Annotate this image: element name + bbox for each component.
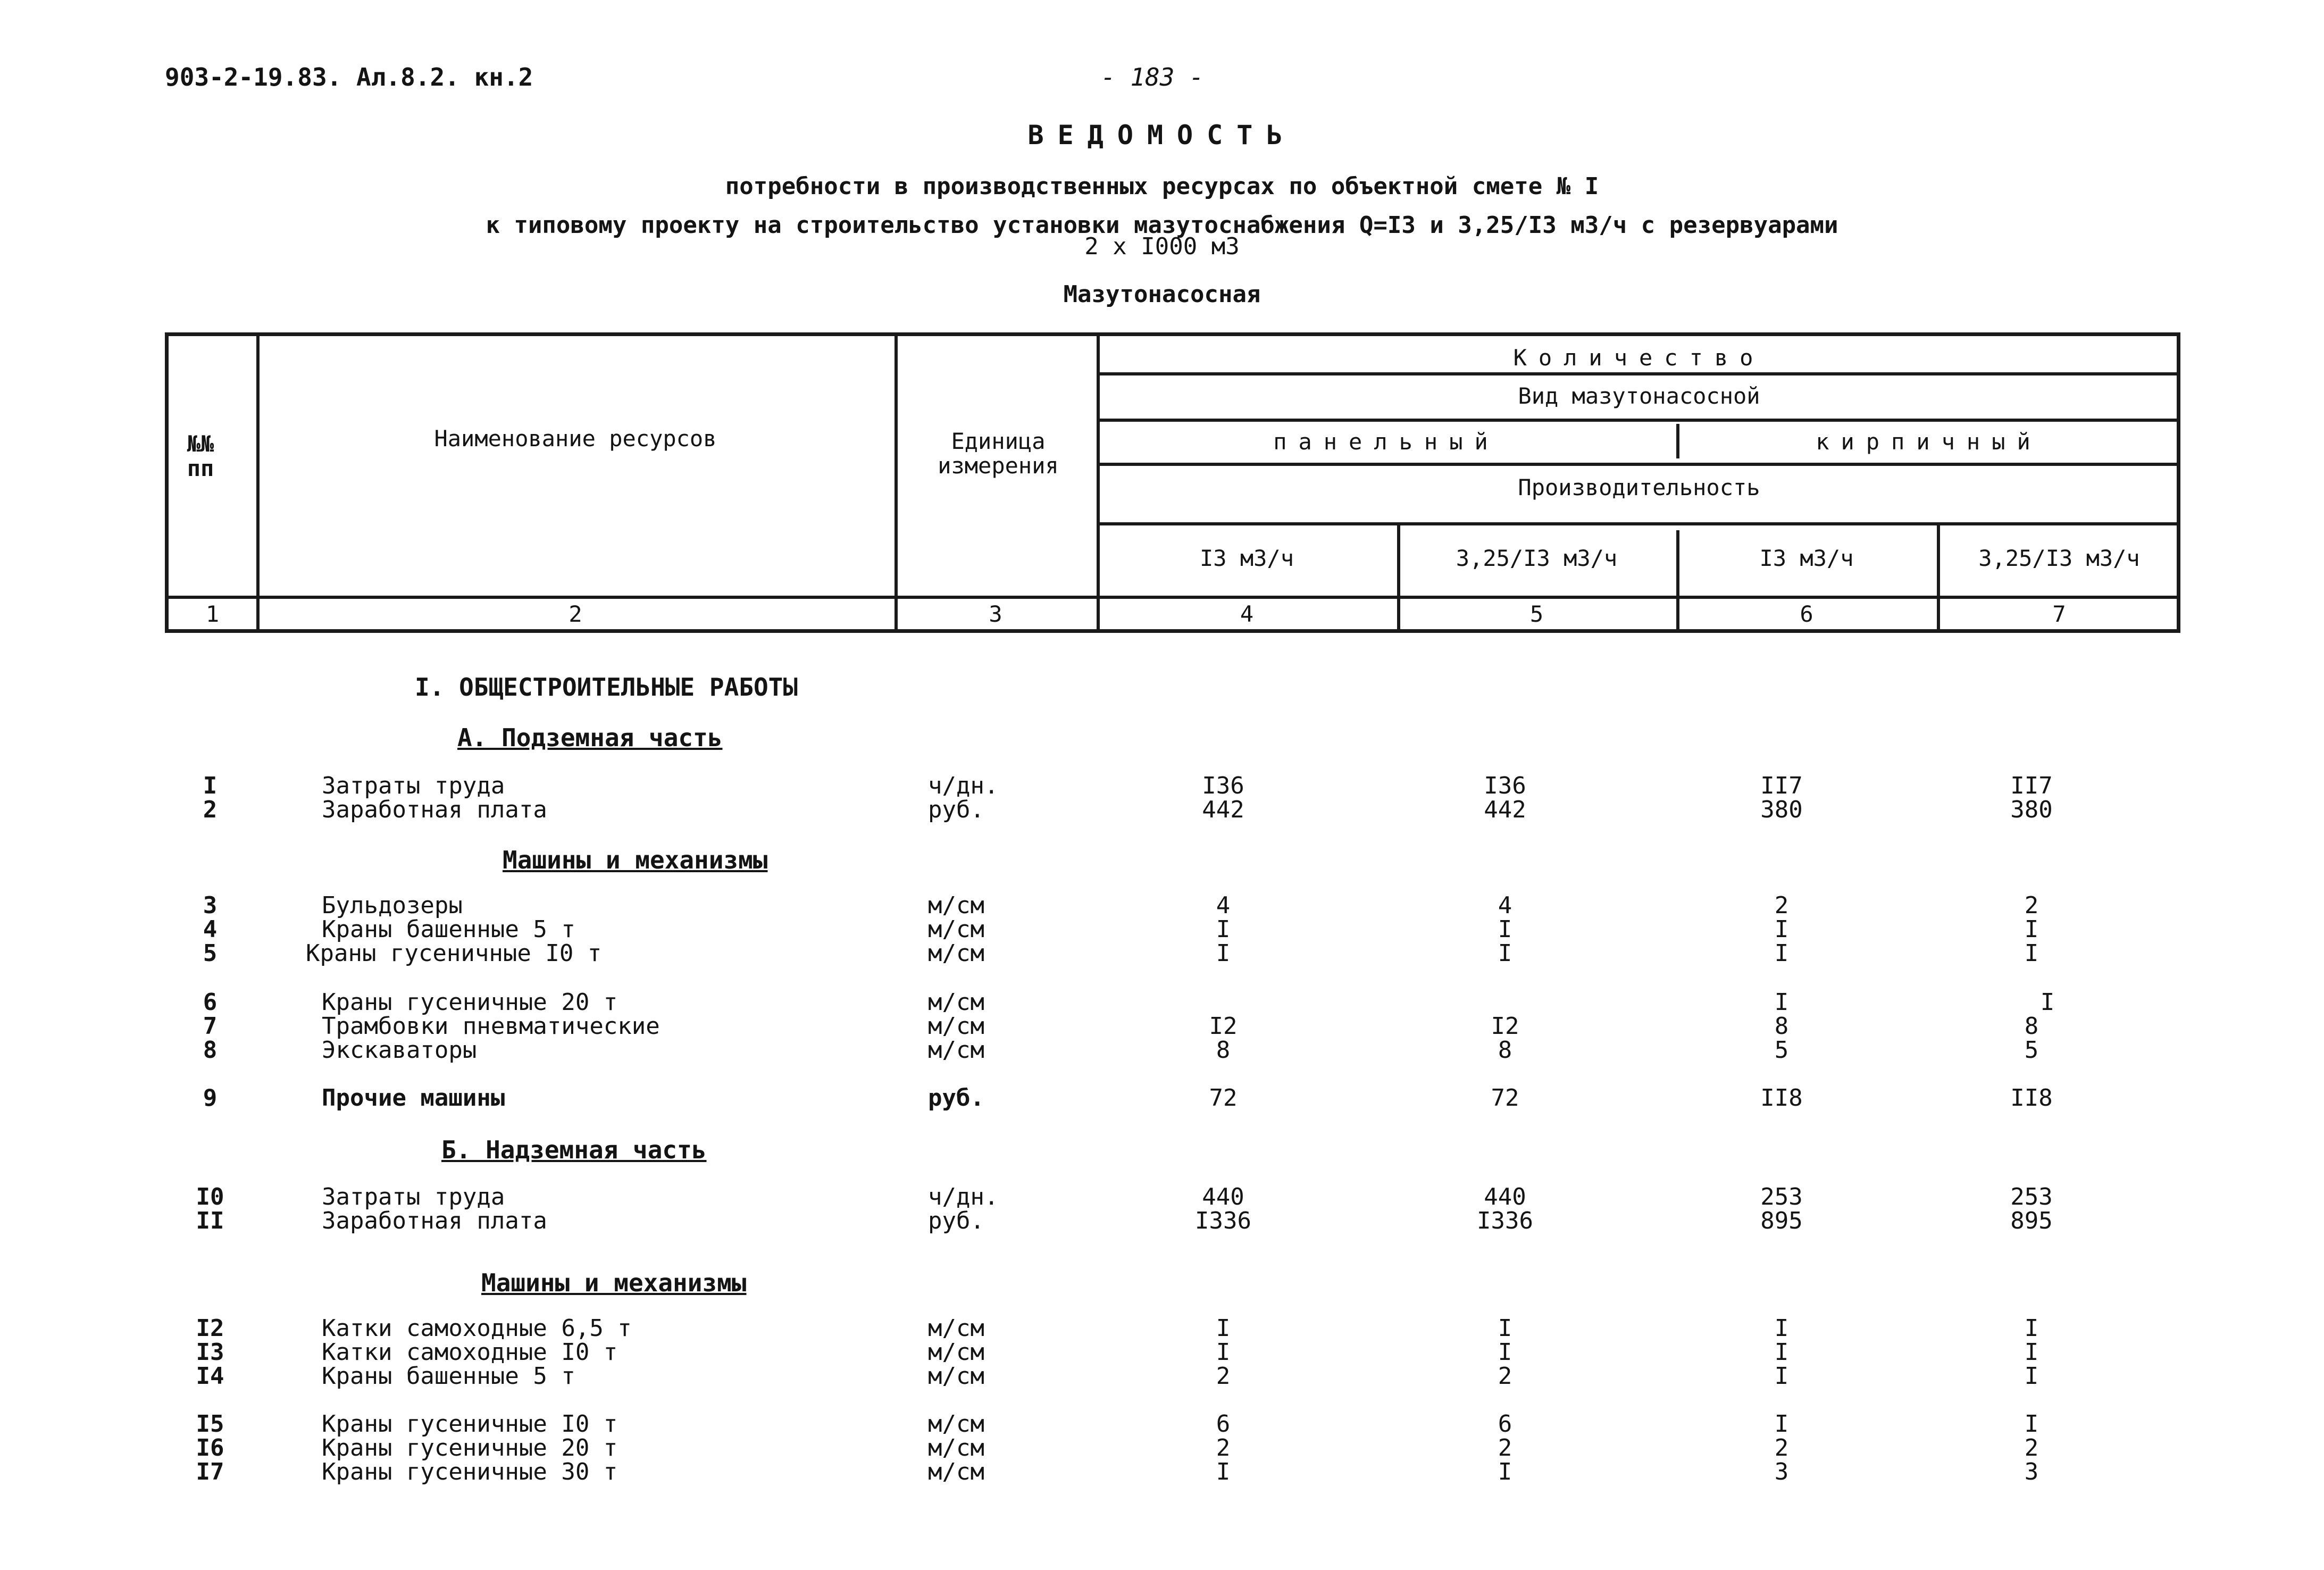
row-value: I — [1774, 1315, 1789, 1342]
row-number: 8 — [203, 1037, 218, 1064]
row-name: Краны гусеничные 20 т — [322, 1434, 618, 1462]
row-value: 3 — [2024, 1458, 2039, 1485]
row-value: 4 — [1216, 892, 1231, 919]
row-value: 2 — [1498, 1363, 1512, 1390]
row-unit: м/см — [928, 916, 984, 943]
row-number: 9 — [203, 1084, 218, 1112]
row-number: II — [196, 1207, 224, 1234]
col-header-unit: Единица измерения — [938, 428, 1059, 479]
row-number: 7 — [203, 1013, 218, 1040]
col-header-no: №№ пп — [187, 431, 214, 481]
document-code: 903-2-19.83. Ал.8.2. кн.2 — [165, 63, 533, 91]
col-header-p3: I3 м3/ч — [1759, 545, 1854, 571]
row-value: I — [1216, 1339, 1231, 1366]
row-value: I — [2024, 1363, 2039, 1390]
page-number: - 183 - — [1101, 63, 1204, 91]
row-value: I — [1498, 1458, 1512, 1485]
row-value: 72 — [1209, 1084, 1238, 1112]
section-aboveground: Б. Надземная часть — [441, 1135, 707, 1164]
row-value: 440 — [1202, 1183, 1244, 1210]
col-number: 3 — [989, 601, 1002, 627]
row-value: I — [1498, 940, 1512, 967]
row-value: I — [1216, 916, 1231, 943]
row-value: I36 — [1202, 772, 1244, 799]
table-divider — [169, 596, 2177, 599]
page-title: ВЕДОМОСТЬ — [1027, 120, 1297, 151]
row-value: I — [2024, 940, 2039, 967]
row-name: Краны башенные 5 т — [322, 916, 575, 943]
row-value: I336 — [1477, 1207, 1533, 1234]
row-value: 380 — [1760, 796, 1803, 823]
row-name: Затраты труда — [322, 1183, 505, 1210]
row-value: 2 — [2024, 892, 2039, 919]
row-number: 6 — [203, 989, 218, 1016]
row-value: I — [1498, 1315, 1512, 1342]
row-value: II7 — [2010, 772, 2053, 799]
row-number: I6 — [196, 1434, 224, 1462]
row-number: 4 — [203, 916, 218, 943]
row-value: 8 — [1498, 1037, 1512, 1064]
row-value: 3 — [1774, 1458, 1789, 1485]
row-value: I — [1774, 916, 1789, 943]
col-header-productivity: Производительность — [1518, 474, 1760, 500]
row-unit: м/см — [928, 989, 984, 1016]
row-value: II7 — [1760, 772, 1803, 799]
row-value: 2 — [1774, 892, 1789, 919]
row-value: 380 — [2010, 796, 2053, 823]
row-number: I5 — [196, 1410, 224, 1438]
section-machines-underground: Машины и механизмы — [503, 846, 768, 874]
row-unit: руб. — [928, 796, 984, 823]
row-name: Прочие машины — [322, 1084, 505, 1112]
table-divider — [256, 336, 260, 629]
row-name: Краны гусеничные 30 т — [322, 1458, 618, 1485]
col-header-panel: панельный — [1273, 429, 1500, 455]
row-value: 2 — [1498, 1434, 1512, 1462]
col-number: 2 — [569, 601, 582, 627]
subtitle-object: Мазутонасосная — [1063, 281, 1261, 308]
table-divider — [1097, 463, 2177, 466]
row-value: 2 — [1216, 1363, 1231, 1390]
row-value: I — [2024, 1339, 2039, 1366]
row-name: Краны башенные 5 т — [322, 1363, 575, 1390]
row-value: 8 — [1774, 1013, 1789, 1040]
row-name: Бульдозеры — [322, 892, 463, 919]
row-unit: м/см — [928, 1458, 984, 1485]
row-name: Затраты труда — [322, 772, 505, 799]
row-value: 253 — [1760, 1183, 1803, 1210]
row-unit: м/см — [928, 940, 984, 967]
subtitle-tanks: 2 х I000 м3 — [1084, 233, 1240, 260]
table-divider — [1097, 522, 2177, 525]
row-name: Заработная плата — [322, 796, 547, 823]
row-value: I — [1774, 1363, 1789, 1390]
row-value: 442 — [1484, 796, 1526, 823]
subtitle-resources: потребности в производственных ресурсах по объектной смете № I — [725, 173, 1599, 200]
col-header-type: Вид мазутонасосной — [1518, 383, 1760, 409]
row-value: I — [1774, 940, 1789, 967]
row-value: 442 — [1202, 796, 1244, 823]
row-unit: руб. — [928, 1084, 984, 1112]
row-value: 5 — [2024, 1037, 2039, 1064]
row-number: 2 — [203, 796, 218, 823]
row-name: Краны гусеничные I0 т — [322, 1410, 618, 1438]
row-value: I — [2040, 989, 2055, 1016]
section-general-works: I. ОБЩЕСТРОИТЕЛЬНЫЕ РАБОТЫ — [415, 673, 798, 702]
col-header-p2: 3,25/I3 м3/ч — [1456, 545, 1618, 571]
col-number: 6 — [1800, 601, 1813, 627]
row-unit: м/см — [928, 1410, 984, 1438]
col-number: 4 — [1240, 601, 1254, 627]
row-name: Катки самоходные I0 т — [322, 1339, 618, 1366]
col-header-p1: I3 м3/ч — [1199, 545, 1294, 571]
section-machines-aboveground: Машины и механизмы — [481, 1268, 747, 1297]
row-value: I — [1774, 1410, 1789, 1438]
table-divider — [1097, 419, 2177, 422]
row-value: I — [1216, 1315, 1231, 1342]
col-header-quantity: Количество — [1513, 345, 1765, 371]
row-value: 440 — [1484, 1183, 1526, 1210]
row-name: Краны гусеничные 20 т — [322, 989, 618, 1016]
row-value: I — [1498, 916, 1512, 943]
row-unit: м/см — [928, 1037, 984, 1064]
row-value: I — [2024, 1410, 2039, 1438]
row-name: Краны гусеничные I0 т — [306, 940, 602, 967]
row-value: 895 — [2010, 1207, 2053, 1234]
row-number: I0 — [196, 1183, 224, 1210]
col-number: 5 — [1529, 601, 1544, 627]
row-value: I — [1498, 1339, 1512, 1366]
row-name: Катки самоходные 6,5 т — [322, 1315, 632, 1342]
row-value: I — [1216, 940, 1231, 967]
row-unit: руб. — [928, 1207, 984, 1234]
row-value: 8 — [1216, 1037, 1231, 1064]
row-number: 5 — [203, 940, 218, 967]
row-value: 2 — [2024, 1434, 2039, 1462]
subtitle-project: к типовому проекту на строительство установки мазутоснабжения Q=I3 и 3,25/I3 м3/ч с резервуарами — [486, 212, 1838, 239]
row-number: I4 — [196, 1363, 224, 1390]
row-number: 3 — [203, 892, 218, 919]
row-value: I — [1774, 989, 1789, 1016]
row-unit: м/см — [928, 1315, 984, 1342]
header-table — [165, 332, 2180, 633]
row-number: I2 — [196, 1315, 224, 1342]
row-value: II8 — [2010, 1084, 2053, 1112]
row-number: I7 — [196, 1458, 224, 1485]
row-value: 8 — [2024, 1013, 2039, 1040]
col-header-name: Наименование ресурсов — [434, 425, 717, 452]
row-value: I336 — [1195, 1207, 1251, 1234]
row-value: 6 — [1498, 1410, 1512, 1438]
row-unit: ч/дн. — [928, 772, 999, 799]
row-name: Заработная плата — [322, 1207, 547, 1234]
col-number: 1 — [205, 601, 220, 627]
col-number: 7 — [2052, 601, 2066, 627]
row-value: I — [1216, 1458, 1231, 1485]
table-divider — [895, 336, 898, 629]
row-value: I — [2024, 1315, 2039, 1342]
row-unit: ч/дн. — [928, 1183, 999, 1210]
row-number: I — [203, 772, 218, 799]
row-number: I3 — [196, 1339, 224, 1366]
col-header-brick: кирпичный — [1816, 429, 2042, 455]
row-name: Трамбовки пневматические — [322, 1013, 660, 1040]
row-value: 6 — [1216, 1410, 1231, 1438]
row-unit: м/см — [928, 892, 984, 919]
row-value: 5 — [1774, 1037, 1789, 1064]
row-unit: м/см — [928, 1013, 984, 1040]
row-value: 253 — [2010, 1183, 2053, 1210]
row-value: I36 — [1484, 772, 1526, 799]
row-value: I2 — [1209, 1013, 1238, 1040]
row-value: 2 — [1216, 1434, 1231, 1462]
row-unit: м/см — [928, 1434, 984, 1462]
row-value: 895 — [1760, 1207, 1803, 1234]
row-value: I2 — [1491, 1013, 1519, 1040]
col-header-p4: 3,25/I3 м3/ч — [1978, 545, 2140, 571]
row-value: 72 — [1491, 1084, 1519, 1112]
table-divider — [1097, 372, 2177, 375]
row-unit: м/см — [928, 1339, 984, 1366]
row-unit: м/см — [928, 1363, 984, 1390]
row-value: 2 — [1774, 1434, 1789, 1462]
row-value: I — [2024, 916, 2039, 943]
section-underground: А. Подземная часть — [457, 723, 723, 752]
row-value: II8 — [1760, 1084, 1803, 1112]
row-value: 4 — [1498, 892, 1512, 919]
row-value: I — [1774, 1339, 1789, 1366]
row-name: Экскаваторы — [322, 1037, 477, 1064]
